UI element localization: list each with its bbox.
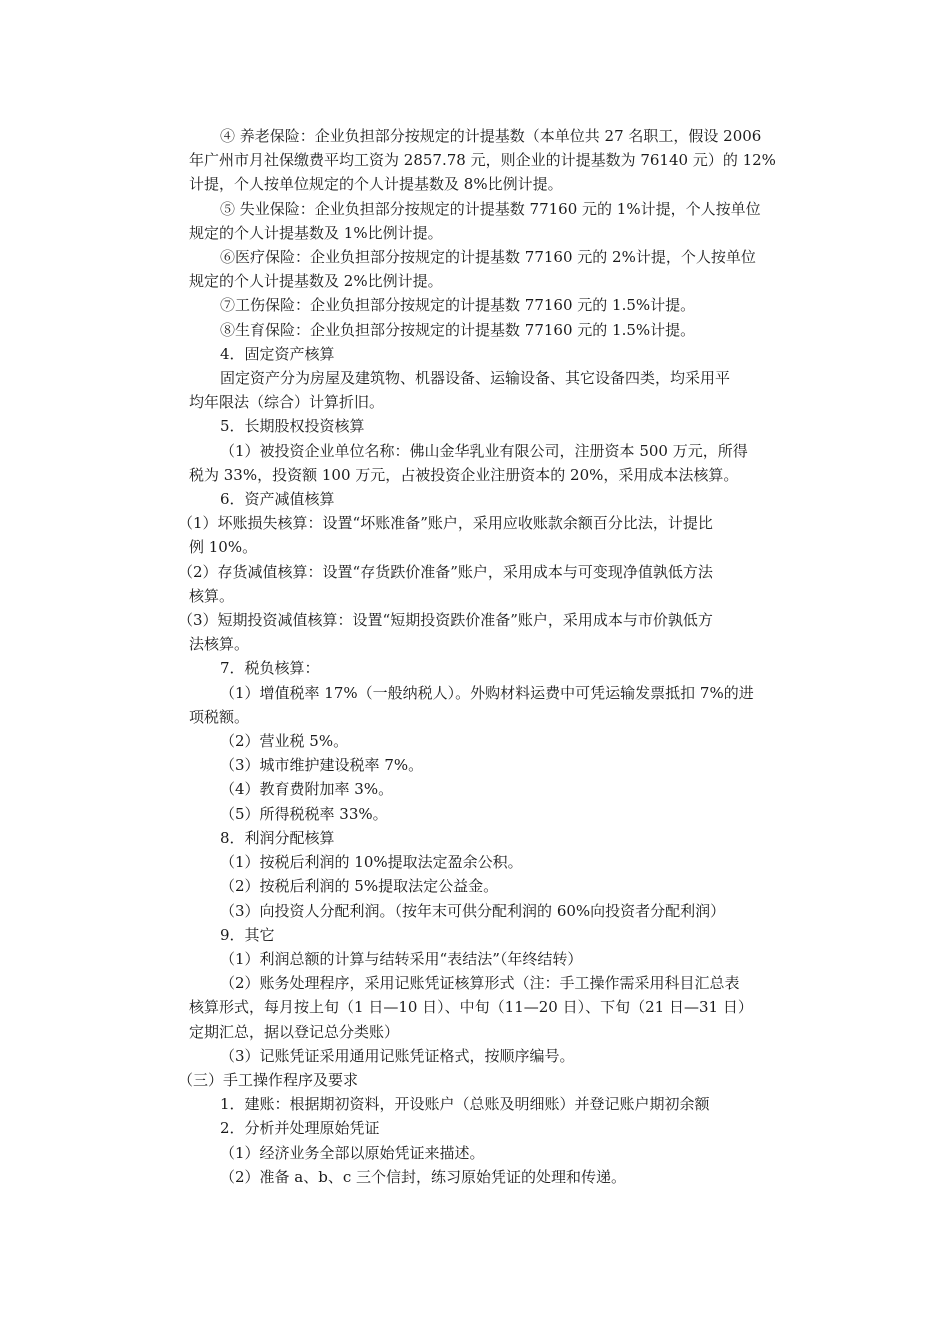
heading-manual-procedure: （三）手工操作程序及要求 [178,1070,359,1089]
vat-text: （1）增值税率 17%（一般纳税人）。外购材料运费中可凭运输发票抵扣 7%的进 项税额。 [189,683,754,726]
maternity-insurance: ⑧生育保险：企业负担部分按规定的计提基数 77160 元的 1.5%计提。 [220,320,696,339]
document-body [178,124,807,1189]
original-voucher-heading: 2．分析并处理原始凭证 [220,1119,380,1138]
envelopes-text: （2）准备 a、b、c 三个信封，练习原始凭证的处理和传递。 [220,1167,627,1186]
injury-insurance: ⑦工伤保险：企业负担部分按规定的计提基数 77160 元的 1.5%计提。 [220,296,696,315]
heading-fixed-assets: 4．固定资产核算 [220,344,335,363]
surplus-reserve-text: （1）按税后利润的 10%提取法定盈余公积。 [220,853,523,872]
account-setup-text: 1．建账：根据期初资料，开设账户（总账及明细账）并登记账户期初余额 [220,1095,710,1114]
equity-investment-text: （1）被投资企业单位名称：佛山金华乳业有限公司，注册资本 500 万元，所得 税为 33%，投资额 100 万元，占被投资企业注册资本的 20%，采用成本法核算。 [189,441,748,484]
education-surcharge-text: （4）教育费附加率 3%。 [220,780,394,799]
business-tax-text: （2）营业税 5%。 [220,732,349,751]
heading-profit-distribution: 8．利润分配核算 [220,828,335,847]
heading-equity-investment: 5．长期股权投资核算 [220,417,365,436]
fixed-assets-text: 固定资产分为房屋及建筑物、机器设备、运输设备、其它设备四类，均采用平 均年限法（综合）计算折旧。 [189,369,731,412]
business-description-text: （1）经济业务全部以原始凭证来描述。 [220,1143,485,1162]
voucher-format-text: （3）记账凭证采用通用记账凭证格式，按顺序编号。 [220,1046,575,1065]
income-tax-text: （5）所得税税率 33%。 [220,804,388,823]
heading-tax: 7．税负核算： [220,659,320,678]
pension-insurance: ④ 养老保险：企业负担部分按规定的计提基数（本单位共 27 名职工，假设 2006 年广州市月社保缴费平均工资为 2857.78 元，则企业的计提基数为 76140 元）的 12% 计提，个人按单位规定的个人计提基数及 8%比例计提。 [189,127,776,194]
medical-insurance: ⑥医疗保险：企业负担部分按规定的计提基数 77160 元的 2%计提，个人按单位 规定的个人计提基数及 2%比例计提。 [189,248,756,291]
short-investment-impairment-text: （3）短期投资减值核算：设置“短期投资跌价准备”账户，采用成本与市价孰低方 法核算。 [178,611,713,654]
inventory-impairment-text: （2）存货减值核算：设置“存货跌价准备”账户，采用成本与可变现净值孰低方法 核算。 [178,562,713,605]
heading-impairment: 6．资产减值核算 [220,490,335,509]
city-tax-text: （3）城市维护建设税率 7%。 [220,756,424,775]
unemployment-insurance: ⑤ 失业保险：企业负担部分按规定的计提基数 77160 元的 1%计提，个人按单位 规定的个人计提基数及 1%比例计提。 [189,199,761,242]
investor-distribution-text: （3）向投资人分配利润。（按年末可供分配利润的 60%向投资者分配利润） [220,901,726,920]
welfare-fund-text: （2）按税后利润的 5%提取法定公益金。 [220,877,499,896]
bad-debt-text: （1）坏账损失核算：设置“坏账准备”账户，采用应收账款余额百分比法，计提比 例 10%。 [178,514,713,557]
heading-other: 9．其它 [220,925,275,944]
table-method-text: （1）利润总额的计算与结转采用“表结法”（年终结转） [220,949,583,968]
accounting-procedure-text: （2）账务处理程序，采用记账凭证核算形式（注：手工操作需采用科目汇总表 核算形式，每月按上旬（1 日—10 日）、中旬（11—20 日）、下旬（21 日—31 日） 定期汇总，据以登记总分类账） [189,974,753,1041]
